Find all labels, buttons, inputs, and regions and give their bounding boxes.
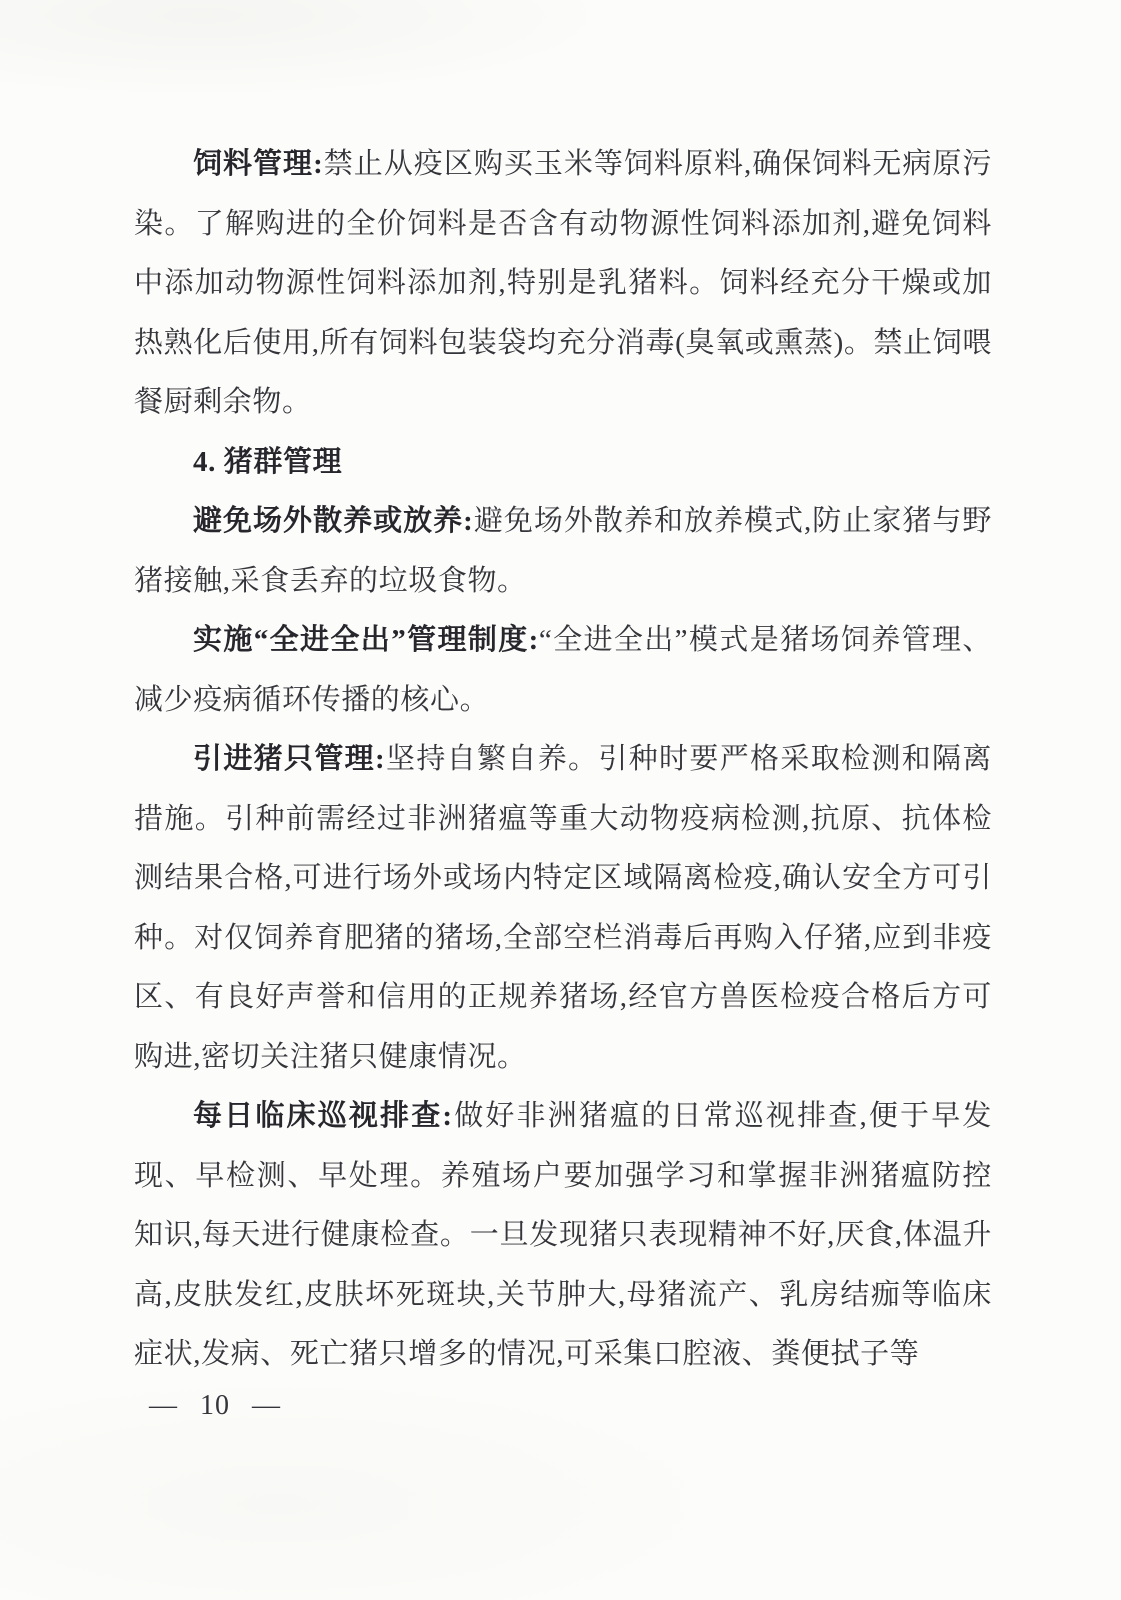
paragraph: 避免场外散养或放养:避免场外散养和放养模式,防止家猪与野猪接触,采食丢弃的垃圾食物。 (134, 505, 992, 597)
page-number: — 10 — (149, 1390, 281, 1421)
paragraph: 实施“全进全出”管理制度:“全进全出”模式是猪场饲养管理、减少疫病循环传播的核心。 (134, 624, 992, 716)
document-body (134, 135, 992, 1385)
section-heading: 4. 猪群管理 (193, 445, 343, 478)
paragraph: 每日临床巡视排查:做好非洲猪瘟的日常巡视排查,便于早发现、早检测、早处理。养殖场户要加强学习和掌握非洲猪瘟防控知识,每天进行健康检查。一旦发现猪只表现精神不好,厌食,体温升高,皮肤发红,皮肤坏死斑块,关节肿大,母猪流产、乳房结痂等临床症状,发病、死亡猪只增多的情况,可采集口腔液、粪便拭子等 (134, 1100, 992, 1370)
paragraph-lead: 实施“全进全出”管理制度: (193, 624, 539, 656)
paragraph-lead: 避免场外散养或放养: (193, 505, 474, 537)
paragraph-lead: 饲料管理: (193, 148, 324, 180)
paragraph-lead: 每日临床巡视排查: (193, 1100, 453, 1132)
paragraph-lead: 引进猪只管理: (193, 743, 386, 775)
paragraph: 饲料管理:禁止从疫区购买玉米等饲料原料,确保饲料无病原污染。了解购进的全价饲料是否含有动物源性饲料添加剂,避免饲料中添加动物源性饲料添加剂,特别是乳猪料。饲料经充分干燥或加热熟化后使用,所有饲料包装袋均充分消毒(臭氧或熏蒸)。禁止饲喂餐厨剩余物。 (134, 148, 992, 418)
paragraph: 引进猪只管理:坚持自繁自养。引种时要严格采取检测和隔离措施。引种前需经过非洲猪瘟等重大动物疫病检测,抗原、抗体检测结果合格,可进行场外或场内特定区域隔离检疫,确认安全方可引种。对仅饲养育肥猪的猪场,全部空栏消毒后再购入仔猪,应到非疫区、有良好声誉和信用的正规养猪场,经官方兽医检疫合格后方可购进,密切关注猪只健康情况。 (134, 743, 992, 1073)
